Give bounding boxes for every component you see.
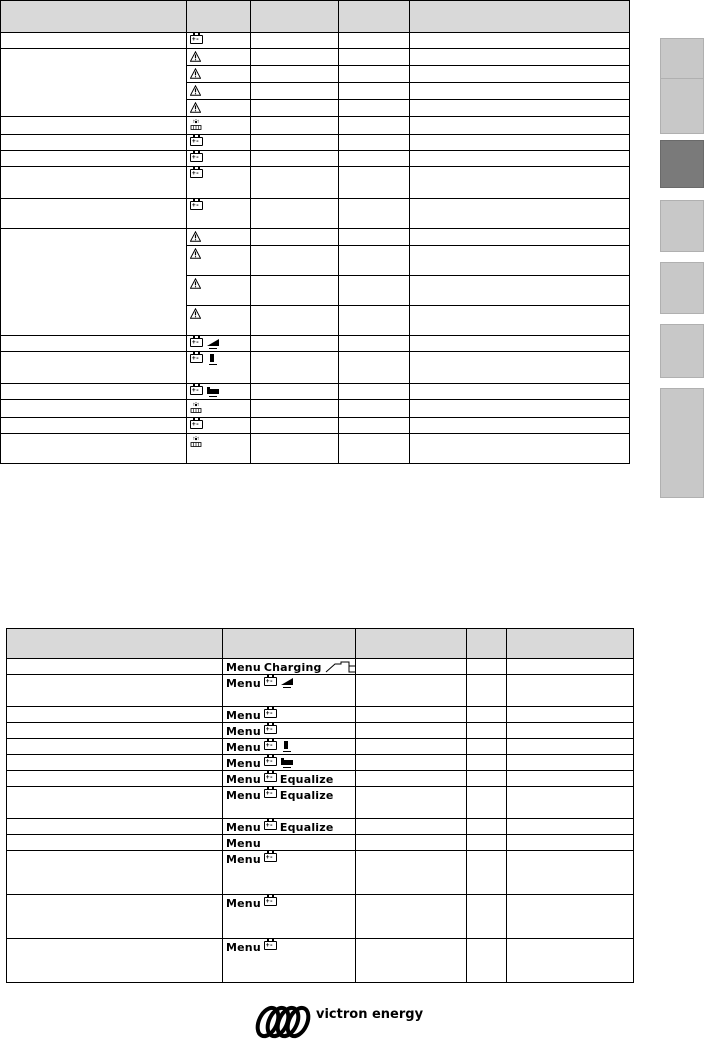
value-cell: [251, 384, 339, 400]
unit-cell: [339, 246, 410, 276]
parameter-cell: [1, 135, 187, 151]
parameter-cell: [1, 229, 187, 336]
parameter-cell: [1, 167, 187, 199]
warning-icon: [190, 102, 201, 113]
description-cell: [410, 434, 630, 464]
setting-cell: [7, 771, 223, 787]
icon-cell: [187, 229, 251, 246]
language-tab[interactable]: [660, 140, 704, 188]
battery-icon: +-: [190, 386, 203, 395]
table-row: [1, 434, 630, 464]
parameter-cell: [1, 33, 187, 49]
header-cell: [1, 1, 187, 33]
range-cell: [356, 707, 467, 723]
icon-cell: [187, 33, 251, 49]
icon-cell: [187, 336, 251, 352]
description-cell: [410, 167, 630, 199]
parameter-cell: [1, 384, 187, 400]
parameter-cell: [1, 418, 187, 434]
table-row: [1, 352, 630, 384]
header-cell: [339, 1, 410, 33]
unit-cell: [467, 739, 507, 755]
table-row: [7, 819, 634, 835]
range-cell: [356, 659, 467, 675]
description-cell: [410, 336, 630, 352]
menu-label: Menu: [226, 725, 261, 738]
menu-label: Menu: [226, 677, 261, 690]
default-cell: [507, 675, 634, 707]
solar-charger-icon: [190, 436, 202, 448]
unit-cell: [339, 352, 410, 384]
value-cell: [251, 167, 339, 199]
battery-icon: +-: [264, 897, 277, 906]
battery-icon: +-: [264, 941, 277, 950]
setting-cell: [7, 835, 223, 851]
value-cell: [251, 434, 339, 464]
unit-cell: [339, 83, 410, 100]
warning-icon: [190, 308, 201, 319]
unit-cell: [339, 151, 410, 167]
charging-label: Charging: [263, 661, 322, 674]
battery-icon: +-: [264, 725, 277, 734]
unit-cell: [339, 229, 410, 246]
header-cell: [356, 629, 467, 659]
description-cell: [410, 49, 630, 66]
value-cell: [251, 49, 339, 66]
menu-path-cell: [223, 771, 356, 787]
default-cell: [507, 755, 634, 771]
unit-cell: [467, 787, 507, 819]
battery-icon: +-: [190, 354, 203, 363]
unit-cell: [339, 336, 410, 352]
value-cell: [251, 400, 339, 418]
setting-cell: [7, 675, 223, 707]
unit-cell: [339, 167, 410, 199]
unit-cell: [339, 199, 410, 229]
battery-icon: +-: [190, 153, 203, 162]
warning-icon: [190, 51, 201, 62]
value-cell: [251, 418, 339, 434]
unit-cell: [467, 659, 507, 675]
value-cell: [251, 199, 339, 229]
setting-cell: [7, 851, 223, 895]
description-cell: [410, 306, 630, 336]
setting-cell: [7, 819, 223, 835]
setting-cell: [7, 787, 223, 819]
description-cell: [410, 384, 630, 400]
language-tab[interactable]: [660, 388, 704, 498]
range-cell: [356, 835, 467, 851]
unit-cell: [339, 418, 410, 434]
float-mode-icon: [280, 757, 294, 769]
description-cell: [410, 352, 630, 384]
value-cell: [251, 276, 339, 306]
header-cell: [467, 629, 507, 659]
icon-cell: [187, 199, 251, 229]
parameter-cell: [1, 434, 187, 464]
solar-charger-icon: [190, 119, 202, 131]
value-cell: [251, 33, 339, 49]
table-row: [1, 117, 630, 135]
header-cell: [223, 629, 356, 659]
battery-icon: +-: [264, 677, 277, 686]
range-cell: [356, 787, 467, 819]
warning-icon: [190, 231, 201, 242]
brand-name: victron energy: [316, 1007, 424, 1022]
description-cell: [410, 66, 630, 83]
table-row: [1, 33, 630, 49]
equalize-label: Equalize: [279, 789, 334, 802]
table-row: [7, 659, 634, 675]
description-cell: [410, 100, 630, 117]
value-cell: [251, 100, 339, 117]
parameter-cell: [1, 117, 187, 135]
battery-icon: +-: [264, 757, 277, 766]
unit-cell: [339, 66, 410, 83]
unit-cell: [467, 835, 507, 851]
default-cell: [507, 739, 634, 755]
parameter-cell: [1, 199, 187, 229]
table-row: [7, 755, 634, 771]
default-cell: [507, 723, 634, 739]
description-cell: [410, 135, 630, 151]
value-cell: [251, 83, 339, 100]
value-cell: [251, 336, 339, 352]
unit-cell: [467, 895, 507, 939]
warning-icon: [190, 278, 201, 289]
unit-cell: [467, 819, 507, 835]
icon-cell: [187, 384, 251, 400]
table-header-row: [1, 1, 630, 33]
range-cell: [356, 939, 467, 983]
menu-settings-table: [6, 628, 634, 983]
table-row: [1, 384, 630, 400]
absorption-mode-icon: [206, 354, 220, 366]
menu-path-cell: [223, 723, 356, 739]
warning-icon: [190, 68, 201, 79]
setting-cell: [7, 939, 223, 983]
charge-curve-icon: [325, 661, 356, 673]
setting-cell: [7, 755, 223, 771]
menu-label: Menu: [226, 821, 261, 834]
battery-monitor-status-table: [0, 0, 630, 464]
menu-path-cell: [223, 755, 356, 771]
description-cell: [410, 246, 630, 276]
table-row: [1, 229, 630, 246]
icon-cell: [187, 83, 251, 100]
menu-label: Menu: [226, 709, 261, 722]
parameter-cell: [1, 151, 187, 167]
range-cell: [356, 819, 467, 835]
equalize-label: Equalize: [279, 821, 334, 834]
unit-cell: [339, 400, 410, 418]
value-cell: [251, 151, 339, 167]
unit-cell: [339, 100, 410, 117]
description-cell: [410, 400, 630, 418]
battery-icon: +-: [190, 201, 203, 210]
value-cell: [251, 117, 339, 135]
icon-cell: [187, 418, 251, 434]
icon-cell: [187, 49, 251, 66]
menu-path-cell: [223, 707, 356, 723]
unit-cell: [339, 434, 410, 464]
battery-icon: +-: [264, 773, 277, 782]
table-row: [7, 851, 634, 895]
table-row: [1, 418, 630, 434]
value-cell: [251, 352, 339, 384]
menu-path-cell: [223, 819, 356, 835]
description-cell: [410, 199, 630, 229]
default-cell: [507, 659, 634, 675]
default-cell: [507, 835, 634, 851]
parameter-cell: [1, 400, 187, 418]
value-cell: [251, 246, 339, 276]
unit-cell: [467, 939, 507, 983]
icon-cell: [187, 306, 251, 336]
description-cell: [410, 83, 630, 100]
icon-cell: [187, 167, 251, 199]
table-row: [7, 675, 634, 707]
icon-cell: [187, 117, 251, 135]
battery-icon: +-: [190, 137, 203, 146]
icon-cell: [187, 434, 251, 464]
warning-icon: [190, 248, 201, 259]
icon-cell: [187, 151, 251, 167]
unit-cell: [467, 771, 507, 787]
description-cell: [410, 33, 630, 49]
battery-icon: +-: [264, 789, 277, 798]
menu-label: Menu: [226, 837, 261, 850]
value-cell: [251, 135, 339, 151]
menu-label: Menu: [226, 789, 261, 802]
table-row: [1, 151, 630, 167]
menu-label: Menu: [226, 741, 261, 754]
default-cell: [507, 851, 634, 895]
range-cell: [356, 739, 467, 755]
solar-charger-icon: [190, 402, 202, 414]
unit-cell: [467, 675, 507, 707]
header-cell: [187, 1, 251, 33]
battery-icon: +-: [190, 169, 203, 178]
bulk-mode-icon: [206, 338, 220, 350]
unit-cell: [339, 49, 410, 66]
battery-icon: +-: [264, 741, 277, 750]
language-tab[interactable]: [660, 262, 704, 314]
table-row: [1, 167, 630, 199]
description-cell: [410, 117, 630, 135]
setting-cell: [7, 895, 223, 939]
range-cell: [356, 723, 467, 739]
absorption-mode-icon: [280, 741, 294, 753]
menu-path-cell: [223, 739, 356, 755]
default-cell: [507, 707, 634, 723]
unit-cell: [467, 707, 507, 723]
unit-cell: [339, 276, 410, 306]
range-cell: [356, 771, 467, 787]
language-tab[interactable]: [660, 200, 704, 252]
menu-label: Menu: [226, 853, 261, 866]
value-cell: [251, 306, 339, 336]
default-cell: [507, 895, 634, 939]
unit-cell: [467, 723, 507, 739]
battery-icon: +-: [190, 420, 203, 429]
menu-path-cell: [223, 835, 356, 851]
icon-cell: [187, 135, 251, 151]
icon-cell: [187, 276, 251, 306]
menu-path-cell: [223, 939, 356, 983]
table-row: [1, 135, 630, 151]
warning-icon: [190, 85, 201, 96]
language-tab[interactable]: [660, 78, 704, 134]
setting-cell: [7, 739, 223, 755]
unit-cell: [339, 117, 410, 135]
range-cell: [356, 675, 467, 707]
unit-cell: [339, 306, 410, 336]
icon-cell: [187, 352, 251, 384]
battery-icon: +-: [190, 338, 203, 347]
menu-label: Menu: [226, 941, 261, 954]
float-mode-icon: [206, 386, 220, 398]
menu-path-cell: [223, 895, 356, 939]
icon-cell: [187, 100, 251, 117]
value-cell: [251, 66, 339, 83]
parameter-cell: [1, 336, 187, 352]
description-cell: [410, 151, 630, 167]
icon-cell: [187, 66, 251, 83]
table-row: [7, 739, 634, 755]
menu-path-cell: [223, 675, 356, 707]
menu-path-cell: [223, 659, 356, 675]
setting-cell: [7, 659, 223, 675]
parameter-cell: [1, 352, 187, 384]
menu-label: Menu: [226, 661, 261, 674]
icon-cell: [187, 246, 251, 276]
table-row: [1, 336, 630, 352]
table-row: [7, 939, 634, 983]
header-cell: [7, 629, 223, 659]
menu-path-cell: [223, 851, 356, 895]
table-row: [7, 835, 634, 851]
table-row: [7, 723, 634, 739]
table-row: [7, 707, 634, 723]
table-row: [1, 400, 630, 418]
value-cell: [251, 229, 339, 246]
battery-icon: +-: [264, 821, 277, 830]
default-cell: [507, 787, 634, 819]
default-cell: [507, 939, 634, 983]
battery-icon: +-: [264, 853, 277, 862]
table-row: [7, 895, 634, 939]
default-cell: [507, 771, 634, 787]
setting-cell: [7, 723, 223, 739]
unit-cell: [339, 135, 410, 151]
table-row: [7, 787, 634, 819]
battery-icon: +-: [190, 35, 203, 44]
table-row: [7, 771, 634, 787]
menu-path-cell: [223, 787, 356, 819]
range-cell: [356, 755, 467, 771]
header-cell: [251, 1, 339, 33]
header-cell: [410, 1, 630, 33]
description-cell: [410, 229, 630, 246]
default-cell: [507, 819, 634, 835]
range-cell: [356, 895, 467, 939]
header-cell: [507, 629, 634, 659]
table-row: [1, 49, 630, 66]
unit-cell: [339, 33, 410, 49]
battery-icon: +-: [264, 709, 277, 718]
unit-cell: [339, 384, 410, 400]
unit-cell: [467, 851, 507, 895]
description-cell: [410, 418, 630, 434]
bulk-mode-icon: [280, 677, 294, 689]
menu-label: Menu: [226, 773, 261, 786]
description-cell: [410, 276, 630, 306]
table-header-row: [7, 629, 634, 659]
table-row: [1, 199, 630, 229]
menu-label: Menu: [226, 757, 261, 770]
icon-cell: [187, 400, 251, 418]
equalize-label: Equalize: [279, 773, 334, 786]
setting-cell: [7, 707, 223, 723]
parameter-cell: [1, 49, 187, 117]
range-cell: [356, 851, 467, 895]
menu-label: Menu: [226, 897, 261, 910]
language-tab[interactable]: [660, 324, 704, 378]
unit-cell: [467, 755, 507, 771]
